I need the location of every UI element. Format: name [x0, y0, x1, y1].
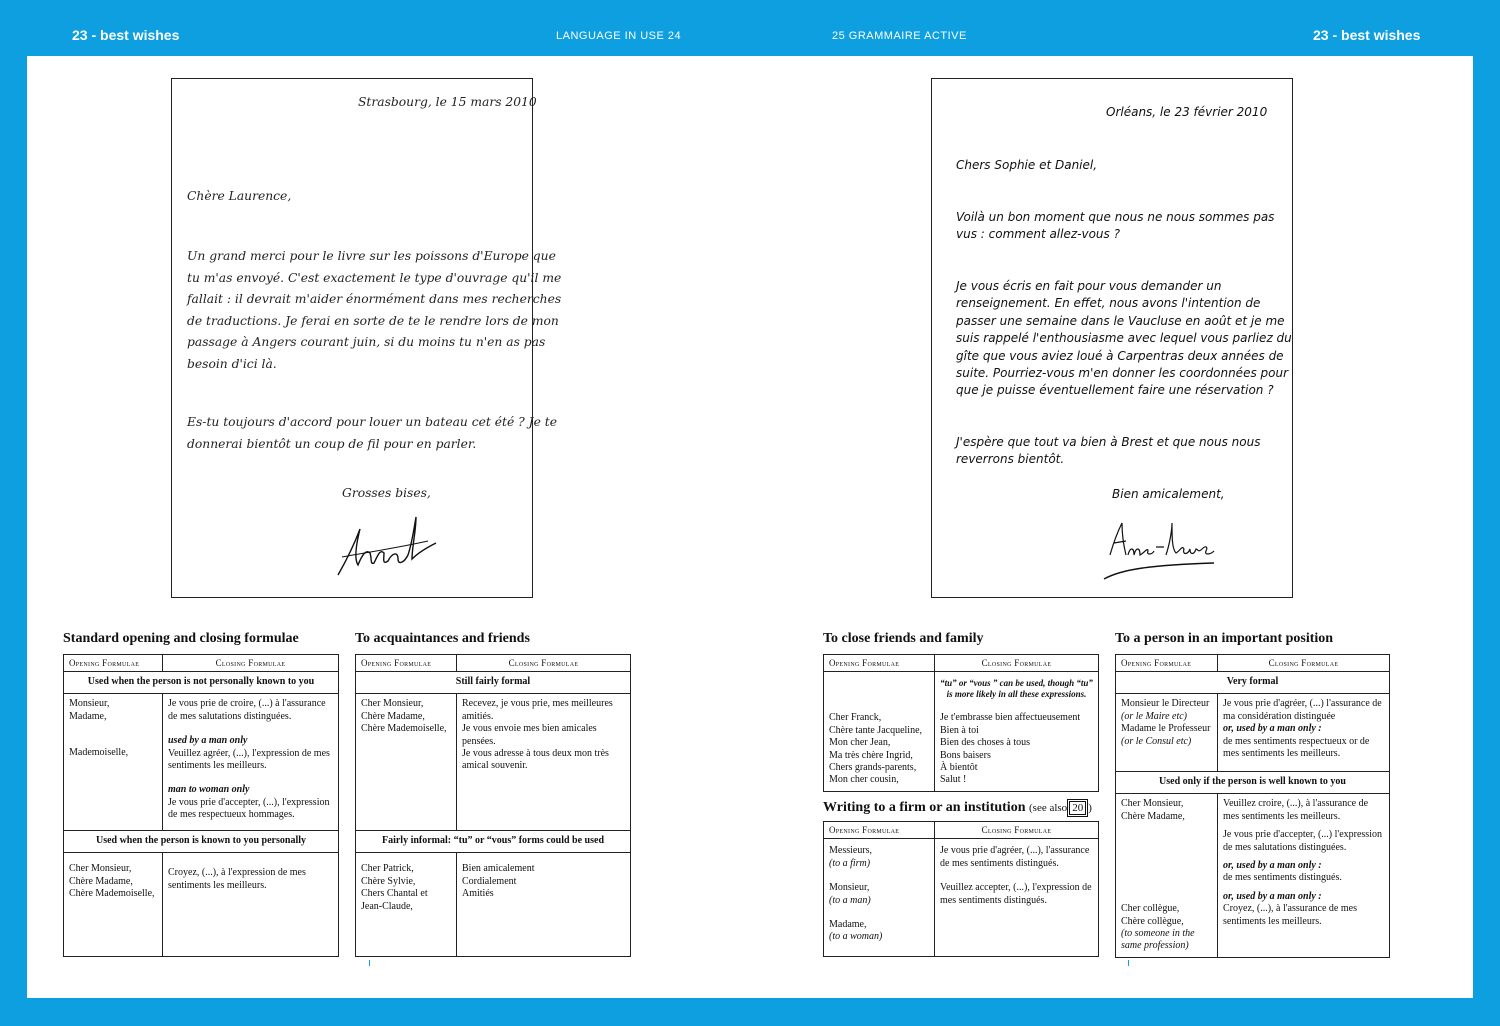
usage-label: or, used by a man only : — [1223, 723, 1322, 735]
opening-note: (to a man) — [829, 894, 871, 906]
band-label: Very formal — [1116, 672, 1390, 694]
opening-line: Chère Mademoiselle, — [69, 888, 155, 900]
acquaintances-formulae-table — [355, 654, 631, 957]
closing-line: Je t'embrasse bien affectueusement — [940, 712, 1081, 724]
letter-line: Je vous écris en fait pour vous demander un — [956, 279, 1222, 293]
running-head-right: 25 GRAMMAIRE ACTIVE — [832, 30, 967, 42]
opening-cell — [64, 853, 163, 957]
letter-line: besoin d'ici là. — [187, 356, 277, 371]
letter-line: de traductions. Je ferai en sorte de te le rendre lors de mon — [187, 313, 559, 328]
letter-closing: Grosses bises, — [342, 486, 431, 500]
firm-title-text: Writing to a firm or an institution — [823, 800, 1026, 815]
band-label: Used when the person is not personally known to you — [64, 672, 339, 694]
signature-anne-laure — [1102, 513, 1222, 583]
opening-line: Cher Patrick, — [361, 863, 414, 875]
opening-line: Madame le Professeur — [1121, 723, 1211, 735]
letter-line: passage à Angers courant juin, si du moins tu n'en as pas — [187, 335, 546, 349]
closing-line: Je vous envoie mes bien amicales pensées. — [462, 723, 597, 747]
closing-line: Veuillez croire, (...), à l'assurance de mes sentiments les meilleurs. — [1223, 798, 1369, 822]
firm-formulae-table — [823, 821, 1099, 957]
col-header-opening: Opening Formulae — [64, 655, 163, 672]
opening-cell — [356, 694, 457, 831]
closing-line: Je vous prie d'agréer, (...), l'assurance de mes sentiments distingués. — [940, 845, 1090, 869]
col-header-closing: Closing Formulae — [457, 655, 631, 672]
closing-line: de mes sentiments distingués. — [1223, 872, 1342, 884]
closing-line: Veuillez agréer, (...), l'expression de mes sentiments les meilleurs. — [168, 747, 330, 772]
opening-line: Monsieur le Directeur — [1121, 698, 1210, 710]
usage-label: or, used by a man only : — [1223, 890, 1322, 902]
closing-line: Amitiés — [462, 888, 494, 900]
signature-annick — [332, 509, 442, 581]
book-spread — [27, 56, 1473, 998]
opening-line: Chère tante Jacqueline, — [829, 724, 923, 736]
opening-line: Chère Madame, — [1121, 810, 1185, 822]
letter-paragraph — [187, 246, 561, 375]
letter-salutation: Chers Sophie et Daniel, — [956, 158, 1098, 172]
opening-line: Chers Chantal et Jean-Claude, — [361, 888, 428, 912]
closing-line: Je vous prie d'accepter, (...), l'expression de mes respectueux hommages. — [168, 796, 330, 821]
closing-line: Croyez, (...), à l'expression de mes sentiments les meilleurs. — [168, 867, 306, 891]
col-header-closing: Closing Formulae — [935, 822, 1099, 839]
letter-line: tu m'as envoyé. C'est exactement le type d'ouvrage qu'il me — [187, 270, 562, 285]
opening-line: Chère Sylvie, — [361, 875, 416, 887]
band-label: Still fairly formal — [356, 672, 631, 694]
letter-date: Strasbourg, le 15 mars 2010 — [358, 95, 537, 109]
standard-formulae-table — [63, 654, 339, 957]
see-also-text: (see also — [1029, 802, 1068, 814]
opening-line: Ma très chère Ingrid, — [829, 749, 913, 761]
opening-cell — [1116, 794, 1218, 957]
chapter-title-right: 23 - best wishes — [1313, 27, 1421, 43]
letter-line: Es-tu toujours d'accord pour louer un bateau cet été ? Je te — [187, 415, 558, 429]
closing-line: de mes sentiments respectueux or de mes sentiments les meilleurs. — [1223, 735, 1370, 760]
important-position-formulae-table — [1115, 654, 1390, 958]
closing-cell — [163, 694, 339, 831]
section-title-close-friends: To close friends and family — [823, 631, 984, 646]
letter-paragraph — [187, 412, 557, 455]
chapter-title-left: 23 - best wishes — [72, 27, 180, 43]
see-also-end: ) — [1088, 802, 1092, 814]
opening-line: Monsieur, — [829, 882, 870, 894]
col-header-opening: Opening Formulae — [824, 822, 935, 839]
letter-date: Orléans, le 23 février 2010 — [1106, 105, 1268, 119]
opening-line: Chère collègue, — [1121, 915, 1184, 927]
opening-line: Cher Monsieur, — [69, 863, 132, 875]
letter-closing: Bien amicalement, — [1112, 487, 1225, 501]
letter-line: suite. Pourriez-vous m'en donner les coordonnées pour — [956, 366, 1289, 381]
closing-cell — [1218, 794, 1390, 957]
closing-cell — [457, 853, 631, 957]
cross-reference-link[interactable]: 20 — [1069, 801, 1086, 815]
opening-note: (to a firm) — [829, 857, 871, 869]
opening-line: Madame, — [829, 919, 867, 931]
letter-line: vus : comment allez-vous ? — [956, 227, 1120, 242]
col-header-opening: Opening Formulae — [356, 655, 457, 672]
closing-cell — [935, 839, 1099, 957]
opening-cell — [824, 839, 935, 957]
closing-line: Je vous prie d'accepter, (...) l'expression de mes salutations distinguées. — [1223, 829, 1382, 853]
usage-note: “tu” or “vous ” can be used, though “tu” is more likely in all these expressions. — [940, 678, 1093, 700]
closing-line: Je vous adresse à tous deux mon très amical souvenir. — [462, 748, 609, 772]
page-marker — [1128, 960, 1129, 966]
usage-label: used by a man only — [168, 735, 248, 747]
letter-line: reverrons bientôt. — [956, 452, 1065, 467]
section-title-standard: Standard opening and closing formulae — [63, 631, 299, 646]
letter-paragraph — [956, 434, 1260, 469]
col-header-closing: Closing Formulae — [1218, 655, 1390, 672]
opening-note: (to someone in the same profession) — [1121, 928, 1195, 952]
letter-line: passer une semaine dans le Vaucluse en août et je me — [956, 313, 1285, 328]
closing-line: Je vous prie d'agréer, (...) l'assurance de ma considération distinguée — [1223, 698, 1382, 722]
letter-line: gîte que vous aviez loué à Carpentras deux années de — [956, 348, 1284, 363]
band-label: Fairly informal: “tu” or “vous” forms could be used — [356, 831, 631, 853]
opening-line: Chère Mademoiselle, — [361, 723, 447, 735]
opening-line: Mon cher Jean, — [829, 737, 891, 749]
opening-cell — [64, 694, 163, 831]
closing-cell — [1218, 694, 1390, 772]
closing-line: Recevez, je vous prie, mes meilleures amitiés. — [462, 698, 613, 722]
band-label: Used only if the person is well known to you — [1116, 772, 1390, 794]
section-title-firm — [823, 800, 1092, 816]
closing-cell — [935, 672, 1099, 791]
opening-note: (to a woman) — [829, 931, 883, 943]
typed-letter — [931, 78, 1293, 598]
opening-line: Cher Monsieur, — [1121, 798, 1184, 810]
band-label: Used when the person is known to you personally — [64, 831, 339, 853]
opening-line: Mon cher cousin, — [829, 774, 899, 786]
close-friends-formulae-table — [823, 654, 1099, 792]
closing-line: Veuillez accepter, (...), l'expression de mes sentiments distingués. — [940, 882, 1092, 906]
opening-line: Madame, — [69, 710, 107, 722]
opening-note: (or le Maire etc) — [1121, 710, 1187, 722]
section-title-important: To a person in an important position — [1115, 631, 1334, 646]
closing-line: Je vous prie de croire, (...) à l'assurance de mes salutations distinguées. — [168, 698, 326, 722]
letter-line: que je puisse éventuellement faire une réservation ? — [956, 383, 1274, 398]
closing-line: Salut ! — [940, 774, 967, 786]
col-header-opening: Opening Formulae — [824, 655, 935, 672]
letter-line: Voilà un bon moment que nous ne nous sommes pas — [956, 210, 1275, 224]
page-marker — [369, 960, 370, 966]
opening-line: Mademoiselle, — [69, 747, 129, 759]
closing-line: Cordialement — [462, 875, 517, 887]
closing-line: Bien à toi — [940, 724, 979, 736]
closing-line: Bons baisers — [940, 749, 991, 761]
handwritten-letter — [171, 78, 562, 598]
letter-line: Un grand merci pour le livre sur les poissons d'Europe que — [187, 249, 556, 263]
col-header-closing: Closing Formulae — [935, 655, 1099, 672]
opening-line: Cher Monsieur, — [361, 698, 424, 710]
opening-line: Cher collègue, — [1121, 903, 1180, 915]
opening-cell — [356, 853, 457, 957]
section-title-acquaintances: To acquaintances and friends — [355, 631, 530, 646]
letter-paragraph — [956, 209, 1274, 244]
col-header-closing: Closing Formulae — [163, 655, 339, 672]
letter-paragraph — [956, 278, 1292, 400]
letter-line: J'espère que tout va bien à Brest et que nous nous — [956, 435, 1261, 449]
closing-line: Croyez, (...), à l'assurance de mes sentiments les meilleurs. — [1223, 903, 1357, 927]
col-header-opening: Opening Formulae — [1116, 655, 1218, 672]
letter-line: fallait : il devrait m'aider énormément dans mes recherches — [187, 292, 562, 306]
opening-line: Chers grands-parents, — [829, 762, 917, 774]
closing-line: À bientôt — [940, 762, 978, 774]
opening-cell — [824, 672, 935, 791]
opening-line: Cher Franck, — [829, 712, 882, 724]
closing-cell — [163, 853, 339, 957]
running-head-left: LANGUAGE IN USE 24 — [556, 30, 682, 42]
page-header — [0, 0, 1500, 56]
opening-line: Chère Madame, — [361, 710, 425, 722]
usage-label: or, used by a man only : — [1223, 860, 1322, 872]
letter-line: renseignement. En effet, nous avons l'intention de — [956, 296, 1261, 311]
closing-cell — [457, 694, 631, 831]
opening-line: Monsieur, — [69, 698, 110, 710]
letter-line: suis rappelé l'enthousiasme avec lequel vous parliez du — [956, 331, 1292, 346]
usage-label: man to woman only — [168, 784, 250, 796]
opening-cell — [1116, 694, 1218, 772]
letter-line: donnerai bientôt un coup de fil pour en parler. — [187, 436, 477, 451]
opening-line: Chère Madame, — [69, 875, 133, 887]
closing-line: Bien amicalement — [462, 863, 535, 875]
letter-salutation: Chère Laurence, — [187, 189, 292, 203]
opening-line: Messieurs, — [829, 845, 873, 857]
opening-note: (or le Consul etc) — [1121, 735, 1192, 747]
closing-line: Bien des choses à tous — [940, 737, 1030, 749]
